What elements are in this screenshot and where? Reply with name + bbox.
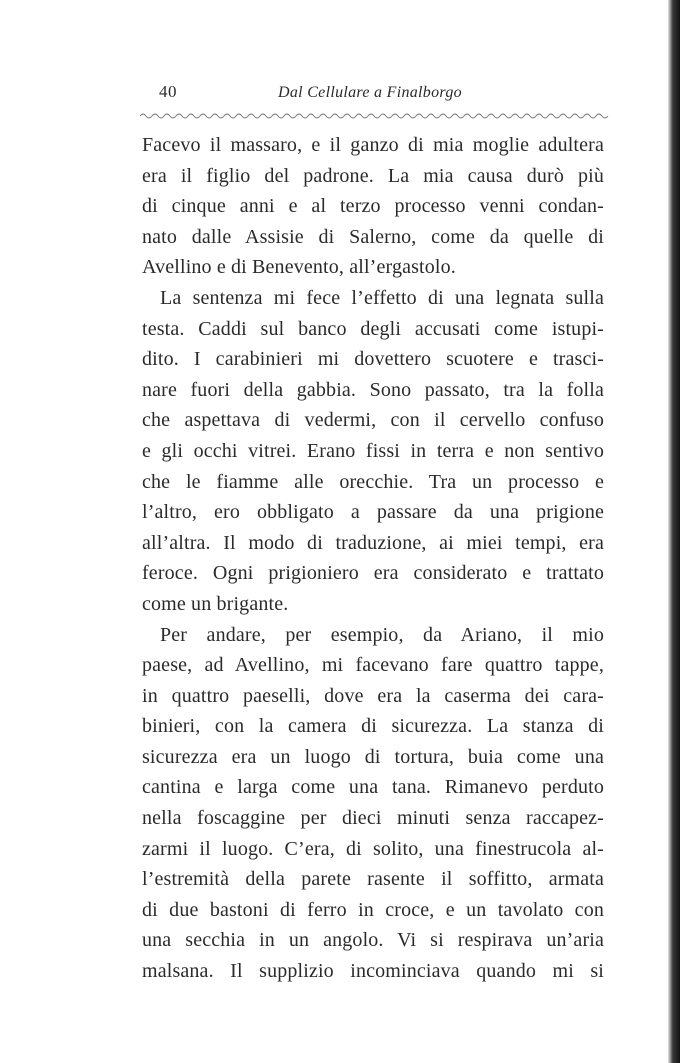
text-line: feroce. Ogni prigioniero era considerato e trattato (142, 562, 604, 585)
text-line: paese, ad Avellino, mi facevano fare quattro tappe, (142, 654, 604, 677)
text-line: l’altro, ero obbligato a passare da una prigione (142, 501, 604, 524)
text-line: in quattro paeselli, dove era la caserma dei cara- (142, 684, 604, 707)
text-line: Facevo il massaro, e il ganzo di mia moglie adultera (142, 134, 604, 156)
page-number: 40 (159, 82, 177, 101)
text-line: all’altra. Il modo di traduzione, ai miei tempi, era (142, 531, 604, 554)
text-line: come un brigante. (142, 592, 289, 615)
running-title: Dal Cellulare a Finalborgo (278, 84, 462, 101)
text-line: che le fiamme alle orecchie. Tra un processo e (142, 470, 604, 493)
text-line: sicurezza era un luogo di tortura, buia come una (142, 745, 604, 768)
text-line: e gli occhi vitrei. Erano fissi in terra e non sentivo (142, 439, 604, 462)
text-line: malsana. Il supplizio incominciava quando mi si (142, 960, 604, 983)
text-line: Per andare, per esempio, da Ariano, il mio (160, 623, 604, 646)
text-line: una secchia in un angolo. Vi si respirava un’aria (142, 929, 604, 952)
text-line: che aspettava di vedermi, con il cervello confuso (142, 409, 604, 432)
text-line: zarmi il luogo. C’era, di solito, una finestrucola al- (142, 837, 604, 860)
text-line: nare fuori della gabbia. Sono passato, tra la folla (142, 378, 604, 401)
text-line: nato dalle Assisie di Salerno, come da quelle di (142, 225, 604, 248)
text-line: di cinque anni e al terzo processo venni condan- (142, 195, 604, 218)
text-line: La sentenza mi fece l’effetto di una legnata sulla (160, 286, 604, 309)
text-line: binieri, con la camera di sicurezza. La stanza di (142, 715, 604, 738)
decorative-wavy-rule (140, 112, 610, 120)
page-edge-shadow (668, 0, 680, 1063)
page-header (140, 82, 610, 106)
text-line: Avellino e di Benevento, all’ergastolo. (142, 256, 456, 279)
text-line: nella foscaggine per dieci minuti senza raccapez- (142, 807, 604, 830)
body-text (142, 130, 604, 987)
text-line: cantina e larga come una tana. Rimanevo perduto (142, 776, 604, 799)
text-line: testa. Caddi sul banco degli accusati come istupi- (142, 317, 604, 340)
text-line: di due bastoni di ferro in croce, e un tavolato con (142, 898, 604, 921)
text-line: dito. I carabinieri mi dovettero scuotere e trasci- (142, 348, 604, 371)
text-line: era il figlio del padrone. La mia causa durò più (142, 164, 604, 187)
text-line: l’estremità della parete rasente il soffitto, armata (142, 868, 604, 891)
